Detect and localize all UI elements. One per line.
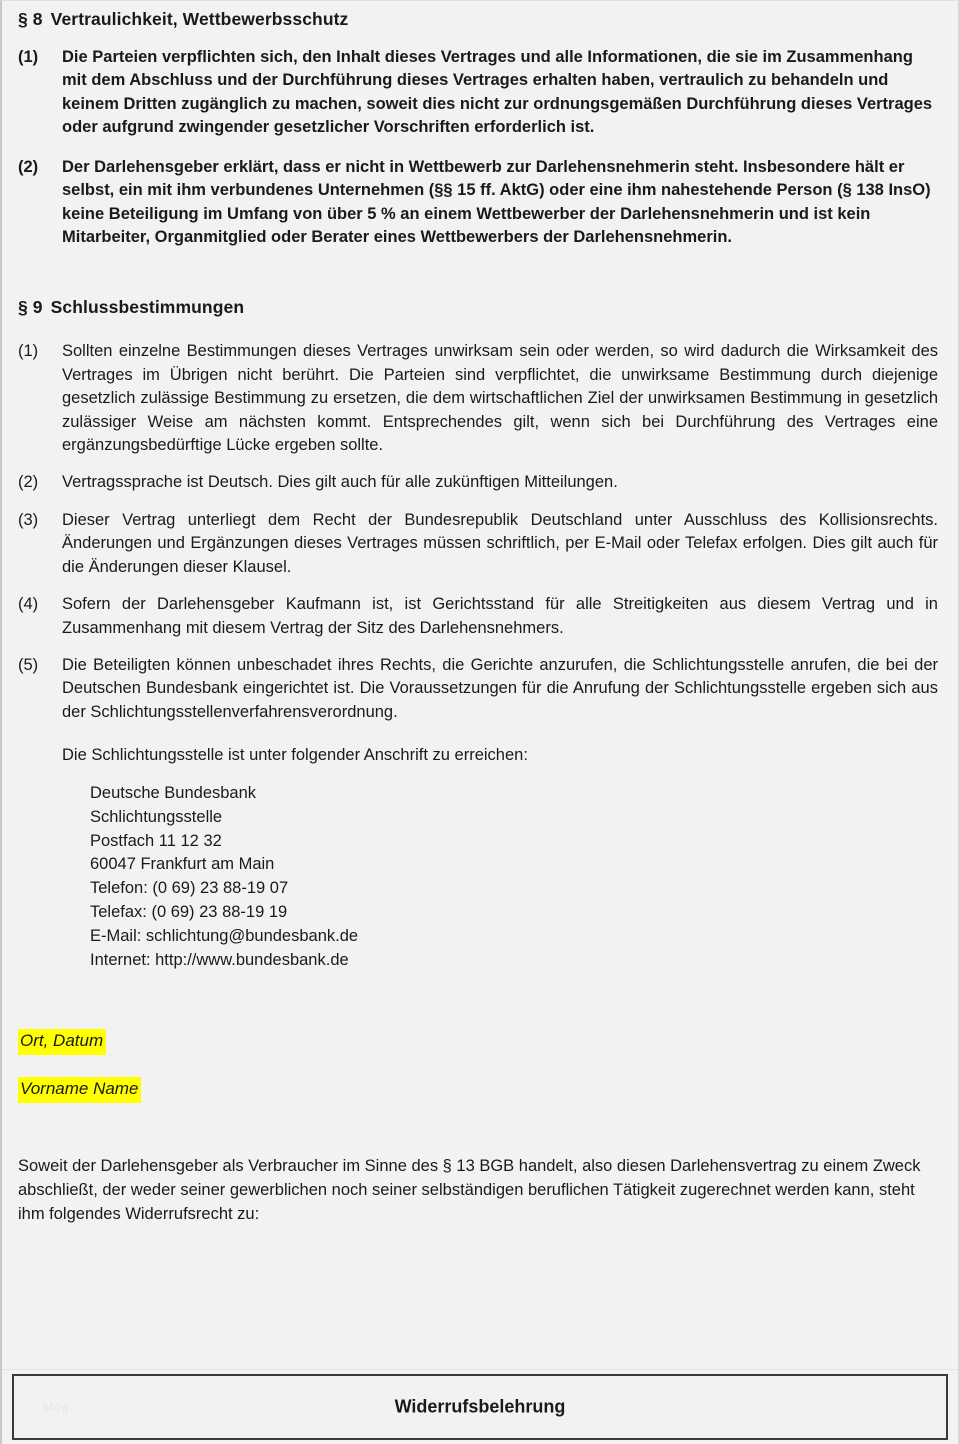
clause-9-3	[18, 509, 938, 579]
address-phone: Telefon: (0 69) 23 88-19 07	[90, 879, 289, 898]
clause-marker: (3)	[18, 510, 39, 529]
clause-text: Sollten einzelne Bestimmungen dieses Vertrages unwirksam sein oder werden, so wird dadurch die Wirksamkeit des Vertrages im Übrigen nicht berührt. Die Parteien sind verpflichtet, die unwirksame Bestimmung durch diejenige gesetzlich zulässige Bestimmung zu ersetzen, die dem wirtschaftlichen Ziel der unwirksamen Bestimmung in gesetzlich zulässiger Weise am nächsten kommt. Entsprechendes gilt, wenn sich bei Durchführung des Vertrages eine ergänzungsbedürftige Lücke ergeben sollte.	[62, 342, 938, 455]
address-internet: Internet: http://www.bundesbank.de	[90, 951, 349, 970]
address-organisation: Deutsche Bundesbank	[90, 783, 257, 802]
watermark-logo: blog	[42, 1400, 70, 1414]
footer-divider	[2, 1369, 958, 1370]
clause-9-5	[18, 654, 938, 724]
clause-9-4	[18, 593, 938, 640]
clause-marker: (1)	[18, 342, 39, 361]
clause-marker: (2)	[18, 157, 39, 176]
clause-8-2	[18, 156, 938, 250]
section-heading-8	[18, 9, 938, 30]
signature-placeholders	[18, 1029, 938, 1103]
section-number-8: § 8	[18, 9, 43, 29]
address-email: E-Mail: schlichtung@bundesbank.de	[90, 927, 359, 946]
clause-text: Sofern der Darlehensgeber Kaufmann ist, ist Gerichtsstand für alle Streitigkeiten aus diesem Vertrag und in Zusammenhang mit diesem Vertrag der Sitz des Darlehensnehmers.	[62, 595, 938, 637]
name-field[interactable]: Vorname Name	[18, 1077, 141, 1103]
clause-marker: (1)	[18, 48, 39, 66]
clause-marker: (5)	[18, 656, 39, 675]
section-number-9: § 9	[18, 297, 43, 318]
address-fax: Telefax: (0 69) 23 88-19 19	[90, 903, 288, 922]
clause-marker: (4)	[18, 595, 39, 614]
address-intro: Die Schlichtungsstelle ist unter folgender Anschrift zu erreichen:	[62, 746, 528, 765]
section-title-9: Schlussbestimmungen	[50, 297, 245, 318]
clause-9-2	[18, 471, 938, 494]
clause-text: Dieser Vertrag unterliegt dem Recht der Bundesrepublik Deutschland unter Ausschluss des Kollisionsrechts. Änderungen und Ergänzungen dieses Vertrages müssen schriftlich, per E-Mail oder Telefax erfolgen. Dies gilt auch für die Änderungen dieser Klausel.	[62, 510, 938, 576]
placeholder-spacer	[18, 1055, 938, 1077]
footer-title: Widerrufsbelehrung	[394, 1396, 566, 1417]
address-city: 60047 Frankfurt am Main	[90, 855, 275, 874]
clause-9-1	[18, 340, 938, 457]
closing-paragraph: Soweit der Darlehensgeber als Verbraucher im Sinne des § 13 BGB handelt, also diesen Darlehensvertrag zu einem Zweck abschließt, der weder seiner gewerblichen noch seiner selbständigen beruflichen Tätigkeit zugerechnet werden kann, steht ihm folgendes Widerrufsrecht zu:	[18, 1156, 921, 1223]
place-date-field[interactable]: Ort, Datum	[18, 1029, 106, 1055]
schlichtungsstelle-address	[90, 782, 938, 973]
clause-text: Der Darlehensgeber erklärt, dass er nicht in Wettbewerb zur Darlehensnehmerin steht. Insbesondere hält er selbst, ein mit ihm verbundenes Unternehmen (§§ 15 ff. AktG) oder eine ihm nahestehende Person (§ 138 InsO) keine Beteiligung im Umfang von über 5 % an einem Wettbewerber der Darlehensnehmerin und ist kein Mitarbeiter, Organmitglied oder Berater eines Wettbewerbers der Darlehensnehmerin.	[62, 157, 931, 246]
clause-marker: (2)	[18, 473, 39, 492]
section-title-8: Vertraulichkeit, Wettbewerbsschutz	[50, 9, 349, 29]
clause-text: Die Parteien verpflichten sich, den Inhalt dieses Vertrages und alle Informationen, die sie im Zusammenhang mit dem Abschluss und der Durchführung dieses Vertrages erhalten haben, vertraulich zu behandeln und keinem Dritten zugänglich zu machen, soweit dies nicht zur ordnungsgemäßen Durchführung dieses Vertrages oder aufgrund zwingender gesetzlicher Vorschriften erforderlich ist.	[62, 48, 933, 137]
footer-box	[12, 1374, 948, 1440]
place-date-row	[18, 1029, 938, 1055]
name-row	[18, 1077, 938, 1103]
clause-text: Vertragssprache ist Deutsch. Dies gilt auch für alle zukünftigen Mitteilungen.	[62, 473, 618, 492]
address-po-box: Postfach 11 12 32	[90, 831, 222, 850]
address-department: Schlichtungsstelle	[90, 807, 223, 826]
section-heading-9	[18, 297, 938, 318]
clause-text: Die Beteiligten können unbeschadet ihres Rechts, die Gerichte anzurufen, die Schlichtungsstelle anrufen, die bei der Deutschen Bundesbank eingerichtet ist. Die Voraussetzungen für die Anrufung der Schlichtungsstelle ergeben sich aus der Schlichtungsstellenverfahrensverordnung.	[62, 656, 938, 721]
document-content	[2, 1, 958, 1227]
clause-8-1	[18, 46, 938, 140]
